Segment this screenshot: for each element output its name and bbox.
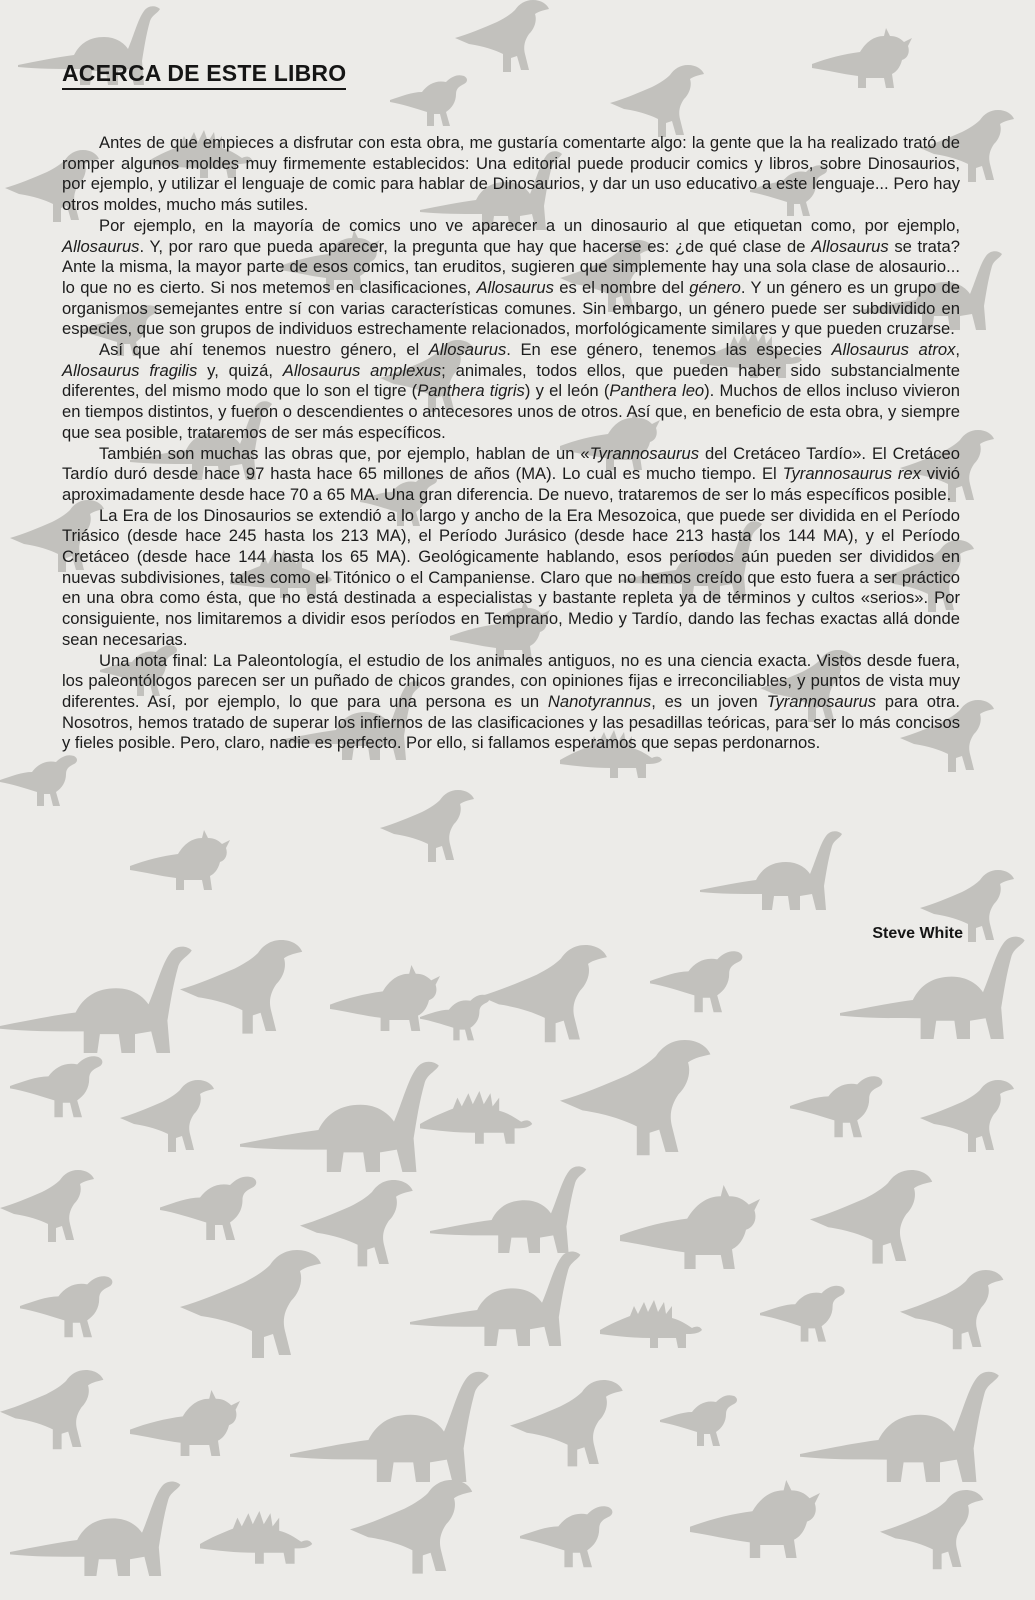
- dino-silhouette: [0, 755, 77, 806]
- dino-silhouette: [300, 1180, 413, 1266]
- dino-silhouette: [420, 995, 489, 1041]
- italic-term: Nanotyrannus: [547, 691, 652, 711]
- text-run: Por ejemplo, en la mayoría de comics uno ve aparecer a un dinosaurio al que etiquetan como, por ejemplo,: [99, 215, 960, 235]
- dino-silhouette: [660, 1395, 737, 1446]
- text-run: La Era de los Dinosaurios se extendió a lo largo y ancho de la Era Mesozoica, que puede ser dividida en el Período Triásico (desde hace 245 hasta los 213 MA), el Período Jurásico (desde hace 213 hasta los 144 MA), y el Período Cretáceo (desde hace 144 hasta los 65 MA). Geológicamente hablando, esos períodos aún pueden ser divididos en nuevas subdivisiones, tales como el Titónico o el Campaniense. Claro que no hemos creído que esto fuera a ser práctico en una obra como ésta, que no está destinada a especialistas y bastante repleta ya de términos y cultos «serios». Por consiguiente, nos limitaremos a dividir esos períodos en Temprano, Medio y Tardío, dando las fechas exactas allá donde sean necesarias.: [62, 505, 960, 649]
- italic-term: Allosaurus: [811, 236, 889, 256]
- dino-silhouette: [390, 75, 467, 126]
- dino-silhouette: [812, 28, 912, 88]
- italic-term: Allosaurus: [428, 340, 507, 360]
- dino-silhouette: [130, 1390, 240, 1456]
- page-title: ACERCA DE ESTE LIBRO: [62, 60, 346, 90]
- dino-silhouette: [290, 1372, 489, 1482]
- text-run: es el nombre del: [553, 277, 690, 297]
- dino-silhouette: [10, 1481, 180, 1576]
- dino-silhouette: [900, 1270, 1003, 1349]
- dino-silhouette: [455, 0, 549, 72]
- text-run: para otra. Nosotros, hemos tratado de superar los infiernos de las clasificaciones y las pesadillas teóricas, para ser lo más concisos y fieles posible. Pero, claro, nadie es perfecto. Por ello, si fallamos esperamos que sepas perdonarnos.: [62, 691, 960, 753]
- dino-silhouette: [180, 1250, 321, 1358]
- dino-silhouette: [840, 937, 1025, 1039]
- text-run: También son muchas las obras que, por ejemplo, hablan de un «: [99, 443, 590, 463]
- dino-silhouette: [20, 1276, 112, 1337]
- italic-term: Panthera leo: [609, 381, 705, 401]
- text-run: . En ese género, tenemos las especies: [506, 340, 832, 360]
- dino-silhouette: [410, 1251, 580, 1346]
- italic-term: Tyrannosaurus rex: [782, 464, 921, 484]
- text-run: . Y, por raro que pueda aparecer, la pregunta que hay que hacerse es: ¿de qué clase de: [139, 236, 812, 256]
- text-run: del Cretáceo Tardío». El Cretáceo Tardío duró desde hace 97 hasta hace 65 millones de años (MA). Lo cual es mucho tiempo. El: [62, 443, 960, 484]
- dino-silhouette: [810, 1170, 932, 1264]
- italic-term: Panthera tigris: [417, 381, 525, 401]
- dino-silhouette: [350, 1480, 472, 1574]
- text-run: Así que ahí tenemos nuestro género, el: [99, 340, 429, 360]
- text-run: ,: [955, 340, 960, 360]
- dino-silhouette: [420, 1091, 532, 1144]
- paragraph: [62, 651, 960, 755]
- text-run: y, quizá,: [197, 360, 283, 380]
- dino-silhouette: [0, 1370, 103, 1449]
- italic-term: Tyrannosaurus: [589, 443, 700, 463]
- dino-silhouette: [120, 1080, 214, 1152]
- dino-silhouette: [800, 1372, 999, 1482]
- dino-silhouette: [700, 831, 842, 910]
- paragraph: [62, 444, 960, 506]
- text-run: Una nota final: La Paleontología, el estudio de los animales antiguos, no es una ciencia exacta. Vistos desde fuera, los paleontólogos parecen ser un puñado de chicos grandes, con opiniones fijas e irreconciliables, y puntos de vista muy diferentes. Así, por ejemplo, lo que para una persona es un: [62, 650, 960, 711]
- dino-silhouette: [520, 1506, 612, 1567]
- dino-silhouette: [160, 1177, 256, 1240]
- italic-term: Allosaurus fragilis: [62, 360, 198, 380]
- dino-silhouette: [240, 1062, 439, 1172]
- dino-silhouette: [480, 945, 607, 1042]
- dino-silhouette: [0, 1170, 94, 1242]
- dino-silhouette: [200, 1511, 312, 1564]
- text-run: ) y el león (: [524, 381, 610, 401]
- text-run: , es un joven: [651, 691, 767, 711]
- paragraph: [62, 506, 960, 651]
- text-run: ). Muchos de ellos incluso vivieron en tiempos distintos, y fueron o descendientes o antecesores unos de otros. Así que, en beneficio de esta obra, y siempre que sea posible, trataremos de ser más específicos.: [62, 381, 960, 442]
- italic-term: Tyrannosaurus: [766, 691, 877, 711]
- dino-silhouette: [610, 65, 704, 137]
- text-run: ; animales, todos ellos, que pueden haber sido substancialmente diferentes, del mismo modo que lo son el tigre (: [62, 360, 960, 401]
- text-run: . Y un género es un grupo de organismos semejantes entre sí con varias características comunes. Sin embargo, un género puede ser subdividido en especies, que son grupos de individuos estrechamente relacionados, morfológicamente similares y que pueden cruzarse.: [62, 277, 961, 339]
- dino-silhouette: [790, 1076, 882, 1137]
- paragraph: [62, 216, 960, 340]
- dino-silhouette: [0, 947, 192, 1053]
- dino-silhouette: [600, 1300, 702, 1348]
- italic-term: Allosaurus amplexus: [282, 360, 442, 380]
- italic-term: Allosaurus atrox: [831, 340, 956, 360]
- author-signature: Steve White: [872, 925, 963, 942]
- dino-silhouette: [620, 1185, 760, 1269]
- dino-silhouette: [920, 1080, 1014, 1152]
- italic-term: género: [689, 277, 741, 297]
- article-body: [62, 133, 960, 754]
- dino-silhouette: [690, 1480, 820, 1558]
- text-run: Antes de que empieces a disfrutar con esta obra, me gustaría comentarte algo: la gente que la ha realizado trató de romper algunos moldes muy firmemente establecidos: Una editorial puede producir comics y libros, sobre Dinosaurios, por ejemplo, y utilizar el lenguaje de comic para hablar de Dinosaurios, y dar un uso educativo a este lenguaje... Pero hay otros moldes, mucho más sutiles.: [62, 133, 960, 215]
- dino-silhouette: [130, 830, 230, 890]
- dino-silhouette: [760, 1286, 845, 1342]
- paragraph: [62, 133, 960, 216]
- dino-silhouette: [330, 965, 440, 1031]
- dino-silhouette: [880, 1490, 983, 1569]
- italic-term: Allosaurus: [476, 277, 554, 297]
- paragraph: [62, 340, 960, 444]
- dino-silhouette: [560, 1040, 710, 1155]
- dino-silhouette: [380, 790, 474, 862]
- dino-silhouette: [510, 1380, 623, 1466]
- dino-silhouette: [430, 1166, 586, 1253]
- text-run: vivió aproximadamente desde hace 70 a 65 MA. Una gran diferencia. De nuevo, trataremos de ser lo más específicos posible.: [62, 464, 960, 504]
- text-run: se trata? Ante la misma, la mayor parte de esos comics, tan eruditos, sugieren que simplemente hay una sola clase de alosaurio... lo que no es cierto. Si nos metemos en clasificaciones,: [62, 236, 960, 297]
- dino-silhouette: [180, 940, 302, 1034]
- dino-silhouette: [650, 951, 742, 1012]
- italic-term: Allosaurus: [62, 236, 140, 256]
- dino-silhouette: [10, 1056, 102, 1117]
